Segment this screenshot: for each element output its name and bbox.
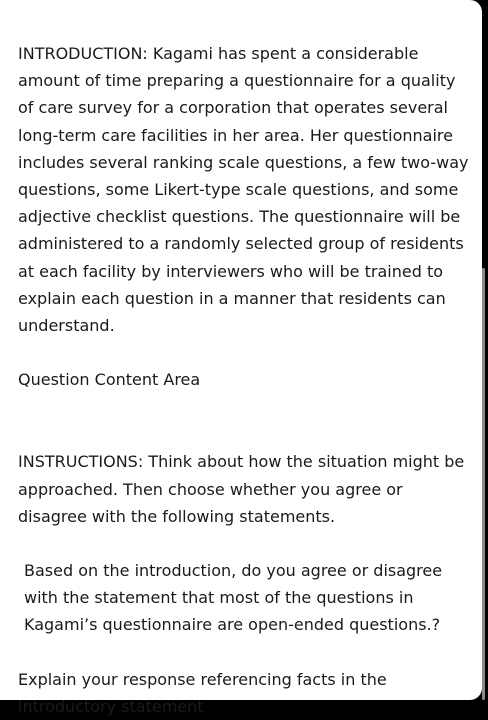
response-prompt: Explain your response referencing facts in the introductory statement (18, 669, 387, 716)
section-heading: Question Content Area (18, 370, 201, 390)
instructions-paragraph: INSTRUCTIONS: Think about how the situation might be approached. Then choose whether you agree or disagree with the following statements. (18, 452, 465, 526)
question-statement: Based on the introduction, do you agree or disagree with the statement that most of the questions in Kagami’s questionnaire are open-ended questions.? (24, 561, 443, 635)
vertical-scrollbar[interactable] (482, 268, 485, 700)
introduction-paragraph: INTRODUCTION: Kagami has spent a considerable amount of time preparing a questionnaire for a quality of care survey for a corporation that operates several long-term care facilities in her area. Her questionnaire includes several ranking scale questions, a few two-way questions, some Likert-type scale questions, and some adjective checklist questions. The questionnaire will be administered to a randomly selected group of residents at each facility by interviewers who will be trained to explain each question in a manner that residents can understand. (18, 44, 469, 336)
question-content (18, 40, 472, 720)
